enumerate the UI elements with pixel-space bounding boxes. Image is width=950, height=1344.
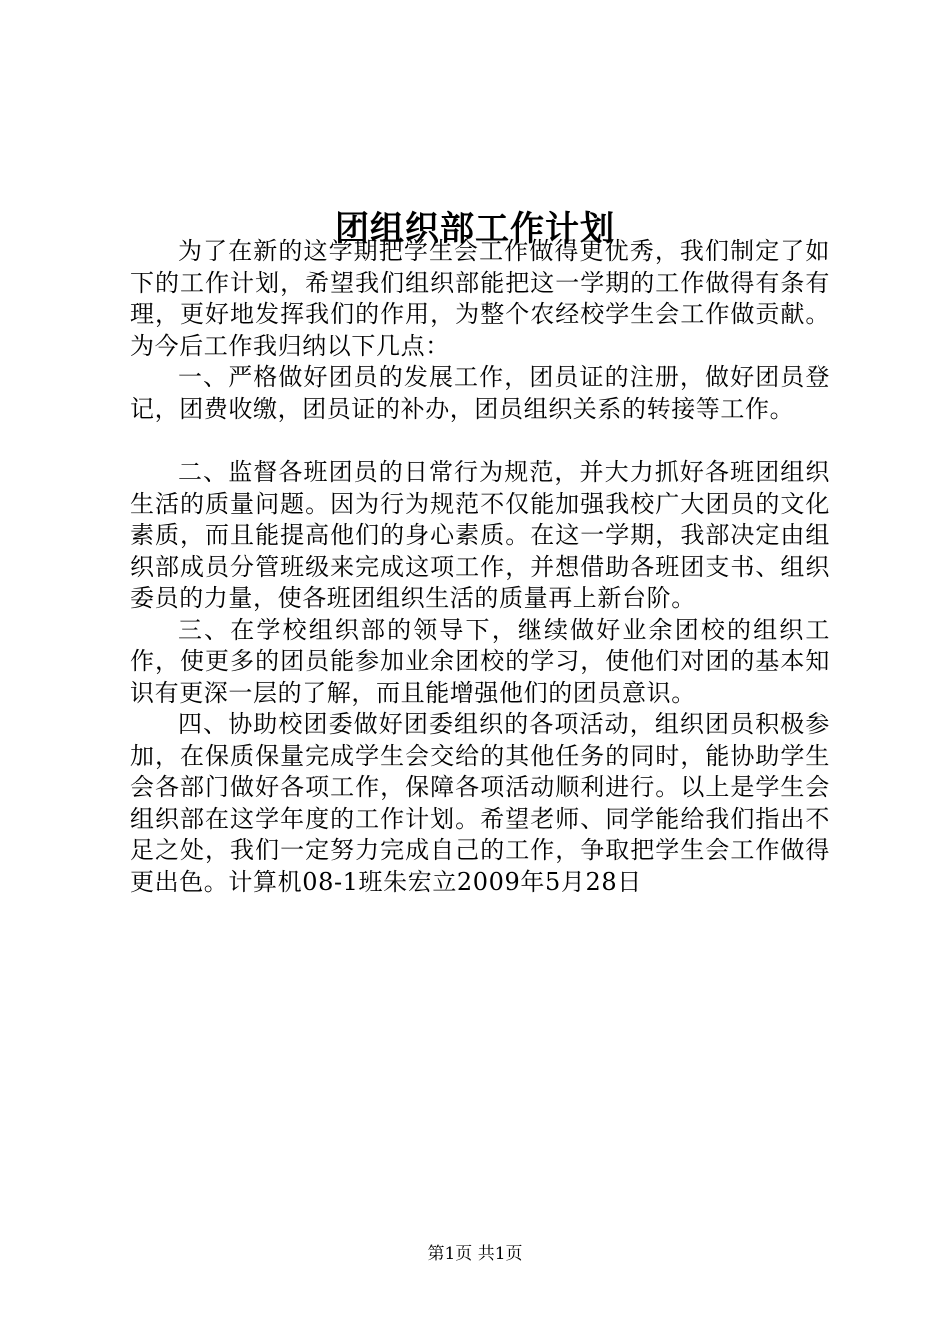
paragraph-item-3: 三、在学校组织部的领导下，继续做好业余团校的组织工作，使更多的团员能参加业余团校的学习，使他们对团的基本知识有更深一层的了解，而且能增强他们的团员意识。 (130, 615, 830, 707)
paragraph-intro: 为了在新的这学期把学生会工作做得更优秀，我们制定了如下的工作计划，希望我们组织部能把这一学期的工作做得有条有理，更好地发挥我们的作用，为整个农经校学生会工作做贡献。为今后工作我归纳以下几点： (130, 237, 830, 360)
paragraph-item-4: 四、协助校团委做好团委组织的各项活动，组织团员积极参加，在保质保量完成学生会交给的其他任务的同时，能协助学生会各部门做好各项工作，保障各项活动顺利进行。以上是学生会组织部在这学年度的工作计划。希望老师、同学能给我们指出不足之处，我们一定努力完成自己的工作，争取把学生会工作做得更出色。计算机08-1班朱宏立2009年5月28日 (130, 710, 830, 896)
paragraph-item-2: 二、监督各班团员的日常行为规范，并大力抓好各班团组织生活的质量问题。因为行为规范不仅能加强我校广大团员的文化素质，而且能提高他们的身心素质。在这一学期，我部决定由组织部成员分管班级来完成这项工作，并想借助各班团支书、组织委员的力量，使各班团组织生活的质量再上新台阶。 (130, 458, 830, 612)
document-title: 团组织部工作计划 (335, 208, 615, 249)
document-body (130, 236, 830, 898)
page-number-footer: 第1页 共1页 (427, 1244, 523, 1264)
paragraph-spacer (130, 425, 830, 457)
paragraph-item-1: 一、严格做好团员的发展工作，团员证的注册，做好团员登记，团费收缴，团员证的补办，团员组织关系的转接等工作。 (130, 363, 830, 423)
